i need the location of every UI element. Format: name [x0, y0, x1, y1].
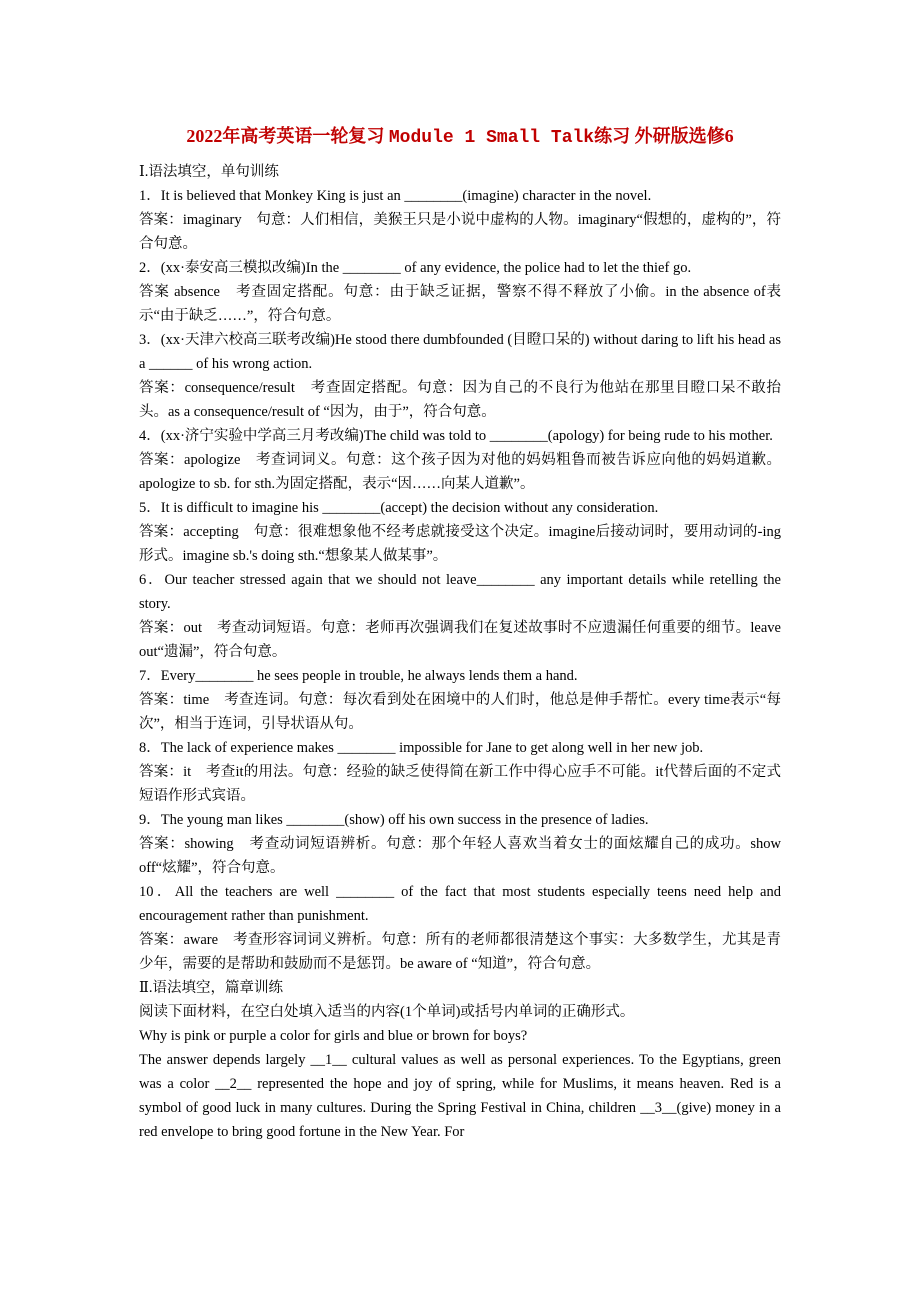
exercise-answer: 答案：it 考查it的用法。句意：经验的缺乏使得简在新工作中得心应手不可能。it代替后面的不定式短语作形式宾语。 — [139, 764, 781, 804]
exercise-question: 9．The young man likes ________(show) off his own success in the presence of ladies. — [139, 812, 649, 828]
exercise-question: 7．Every________ he sees people in trouble, he always lends them a hand. — [139, 668, 578, 684]
section1-heading: Ⅰ.语法填空，单句训练 — [139, 164, 279, 180]
exercise-answer: 答案 absence 考查固定搭配。句意：由于缺乏证据，警察不得不释放了小偷。in the absence of表示“由于缺乏……”，符合句意。 — [139, 284, 781, 324]
exercise-item-9 — [139, 808, 781, 880]
section2-instruction: 阅读下面材料，在空白处填入适当的内容(1个单词)或括号内单词的正确形式。 — [139, 1004, 635, 1020]
exercise-item-5 — [139, 496, 781, 568]
exercise-answer: 答案：imaginary 句意：人们相信，美猴王只是小说中虚构的人物。imaginary“假想的，虚构的”，符合句意。 — [139, 212, 781, 252]
exercise-answer: 答案：aware 考查形容词词义辨析。句意：所有的老师都很清楚这个事实：大多数学生，尤其是青少年，需要的是帮助和鼓励而不是惩罚。be aware of “知道”，符合句意。 — [139, 932, 781, 972]
exercise-question: 8．The lack of experience makes ________ impossible for Jane to get along well in her new job. — [139, 740, 704, 756]
exercise-question: 5．It is difficult to imagine his ________(accept) the decision without any consideration. — [139, 500, 659, 516]
exercise-question: 6．Our teacher stressed again that we should not leave________ any important details while retelling the story. — [139, 572, 781, 612]
section1-items — [139, 184, 781, 976]
exercise-answer: 答案：consequence/result 考查固定搭配。句意：因为自己的不良行为他站在那里目瞪口呆不敢抬头。as a consequence/result of “因为，由于”，符合句意。 — [139, 380, 781, 420]
exercise-question: 1．It is believed that Monkey King is just an ________(imagine) character in the novel. — [139, 188, 652, 204]
exercise-answer: 答案：out 考查动词短语。句意：老师再次强调我们在复述故事时不应遗漏任何重要的细节。leave out“遗漏”，符合句意。 — [139, 620, 781, 660]
section2-heading: Ⅱ.语法填空，篇章训练 — [139, 980, 283, 996]
document-title — [139, 122, 781, 152]
exercise-question: 3．(xx·天津六校高三联考改编)He stood there dumbfounded (目瞪口呆的) without daring to lift his head as a ______ of his wrong action. — [139, 332, 781, 372]
exercise-question: 2．(xx·泰安高三模拟改编)In the ________ of any evidence, the police had to let the thief go. — [139, 260, 692, 276]
passage-text: The answer depends largely __1__ cultural values as well as personal experiences. To the Egyptians, green was a color __2__ represented the hope and joy of spring, while for Muslims, it means heaven. Red is a symbol of good luck in many cultures. During the Spring Festival in China, children __3__(give) money in a red envelope to bring good fortune in the New Year. For — [139, 1052, 781, 1140]
exercise-item-8 — [139, 736, 781, 808]
exercise-item-7 — [139, 664, 781, 736]
exercise-answer: 答案：apologize 考查词词义。句意：这个孩子因为对他的妈妈粗鲁而被告诉应向他的妈妈道歉。apologize to sb. for sth.为固定搭配，表示“因……向某人道歉”。 — [139, 452, 781, 492]
document-page — [139, 122, 781, 1144]
title-module-name: Module 1 Small Talk — [388, 128, 595, 148]
exercise-answer: 答案：showing 考查动词短语辨析。句意：那个年轻人喜欢当着女士的面炫耀自己的成功。show off“炫耀”，符合句意。 — [139, 836, 781, 876]
passage-title: Why is pink or purple a color for girls and blue or brown for boys? — [139, 1028, 528, 1044]
exercise-answer: 答案：time 考查连词。句意：每次看到处在困境中的人们时，他总是伸手帮忙。every time表示“每次”，相当于连词，引导状语从句。 — [139, 692, 781, 732]
exercise-question: 4．(xx·济宁实验中学高三月考改编)The child was told to ________(apology) for being rude to his mother. — [139, 428, 773, 444]
exercise-answer: 答案：accepting 句意：很难想象他不经考虑就接受这个决定。imagine后接动词时，要用动词的-ing形式。imagine sb.'s doing sth.“想象某人做某事”。 — [139, 524, 781, 564]
exercise-item-10 — [139, 880, 781, 976]
exercise-item-1 — [139, 184, 781, 256]
title-prefix: 2022年高考英语一轮复习 — [186, 126, 385, 146]
exercise-item-2 — [139, 256, 781, 328]
exercise-item-6 — [139, 568, 781, 664]
exercise-item-3 — [139, 328, 781, 424]
exercise-question: 10．All the teachers are well ________ of the fact that most students especially teens need help and encouragement rather than punishment. — [139, 884, 781, 924]
exercise-item-4 — [139, 424, 781, 496]
title-suffix: 练习 外研版选修6 — [594, 126, 734, 146]
